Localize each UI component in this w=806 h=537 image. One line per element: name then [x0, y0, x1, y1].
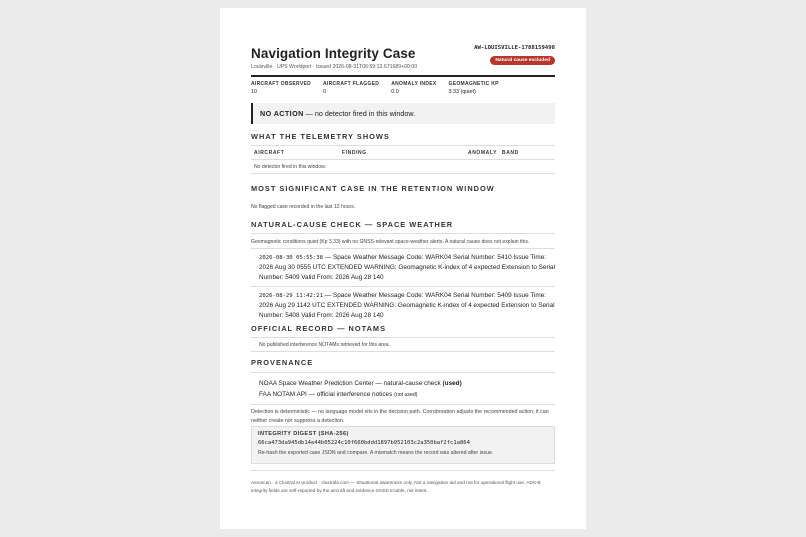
metric-value: 0	[323, 89, 327, 95]
notam-text: No published interference NOTAMs retrieved for this area.	[251, 338, 555, 352]
metric-aircraft-observed	[251, 81, 311, 101]
metric-label: ANOMALY INDEX	[391, 81, 437, 87]
report-header	[251, 8, 555, 77]
action-alert	[251, 103, 555, 124]
metric-geomagnetic-kp	[449, 81, 499, 101]
metric-value: 0.0	[391, 89, 399, 95]
metric-aircraft-flagged	[323, 81, 379, 101]
col-anomaly: ANOMALY	[468, 149, 498, 156]
alert-strong: NO ACTION	[260, 109, 304, 118]
space-weather-section	[251, 220, 555, 324]
telemetry-heading: WHAT THE TELEMETRY SHOWS	[251, 132, 390, 141]
digest-title: INTEGRITY DIGEST (SHA-256)	[258, 431, 349, 437]
metric-value: 3.33 (quiet)	[448, 89, 476, 95]
digest-section	[251, 426, 555, 464]
advisory-text: — Space Weather Message Code: WARK04 Serial Number: 5409 Issue Time: 2026 Aug 29 1142 UTC EXTENDED WARNING: Geomagnetic K-index of 4 expected Extension to Serial Number: 5408 Valid From: 2026 Aug 28 140	[259, 292, 555, 319]
metric-label: AIRCRAFT OBSERVED	[251, 81, 312, 87]
col-finding: FINDING	[342, 149, 367, 156]
digest-note: Re-hash the exported case JSON and compare. A mismatch means the record was altered after issue.	[258, 450, 494, 456]
advisory-text: — Space Weather Message Code: WARK04 Serial Number: 5410 Issue Time: 2026 Aug 30 0555 UTC EXTENDED WARNING: Geomagnetic K-index of 4 expected Extension to Serial Number: 5409 Valid From: 2026 Aug 28 140	[259, 254, 556, 281]
col-band: BAND	[502, 149, 519, 156]
provenance-source-faa	[251, 389, 555, 404]
provenance-section	[251, 358, 555, 426]
report-page	[220, 8, 586, 529]
integrity-digest	[251, 426, 555, 464]
col-aircraft: AIRCRAFT	[254, 149, 285, 156]
telemetry-table-header	[251, 145, 555, 160]
retention-heading: MOST SIGNIFICANT CASE IN THE RETENTION WINDOW	[251, 184, 495, 193]
case-id: AW-LOUISVILLE-1788159498	[474, 45, 555, 51]
status-badge: Natural cause excluded	[490, 56, 555, 65]
retention-text: No flagged case recorded in the last 12 hours.	[251, 204, 356, 210]
metric-value: 10	[251, 89, 257, 95]
advisory-time: 2026-08-30 05:55:38	[259, 255, 323, 261]
telemetry-empty-row: No detector fired in this window.	[251, 160, 555, 174]
source-tag: (used)	[442, 380, 462, 387]
detection-note: Detection is deterministic — no language model sits in the decision path. Corroboration adjusts the recommended action; it can neither create nor suppress a detection.	[251, 404, 555, 426]
source-text: FAA NOTAM API — official interference notices	[259, 391, 393, 398]
source-text: NOAA Space Weather Prediction Center — natural-cause check	[259, 380, 441, 387]
page-title: Navigation Integrity Case	[251, 46, 416, 61]
advisory-item	[251, 249, 555, 287]
space-weather-summary: Geomagnetic conditions quiet (Kp 3.33) with no GNSS-relevant space-weather alerts. A natural cause does not explain this.	[251, 234, 555, 249]
retention-section	[251, 184, 555, 210]
page-footer: Aeroscan · a Clustral AI product · clustrala.com — Situational awareness only. Not a navigation aid and not for operational flight use. ADS-B integrity fields are self-reported by the aircraft and evidence GNSS trouble, not intent.	[251, 470, 555, 495]
alert-text: — no detector fired in this window.	[305, 109, 416, 118]
advisory-time: 2026-08-29 11:42:21	[259, 293, 323, 299]
digest-hash[interactable]: 66ca473da945db14e44b05224c10f660bddd1897b952103c2a350baf2fc1a864	[258, 440, 470, 446]
source-tag: (not used)	[394, 392, 418, 398]
metric-label: AIRCRAFT FLAGGED	[323, 81, 380, 87]
provenance-source-noaa	[251, 373, 555, 389]
metric-label: GEOMAGNETIC KP	[448, 81, 499, 87]
notam-heading: OFFICIAL RECORD — NOTAMS	[251, 324, 555, 338]
page-subtitle: Louisville · UPS Worldport · issued 2026-08-31T06:59:13.671689+00:00	[251, 64, 418, 70]
metrics-row	[251, 81, 555, 101]
notam-section	[251, 324, 555, 352]
metric-anomaly-index	[391, 81, 436, 101]
provenance-heading: PROVENANCE	[251, 358, 555, 373]
telemetry-section	[251, 132, 555, 174]
advisory-item	[251, 287, 555, 324]
space-weather-heading: NATURAL-CAUSE CHECK — SPACE WEATHER	[251, 220, 555, 234]
